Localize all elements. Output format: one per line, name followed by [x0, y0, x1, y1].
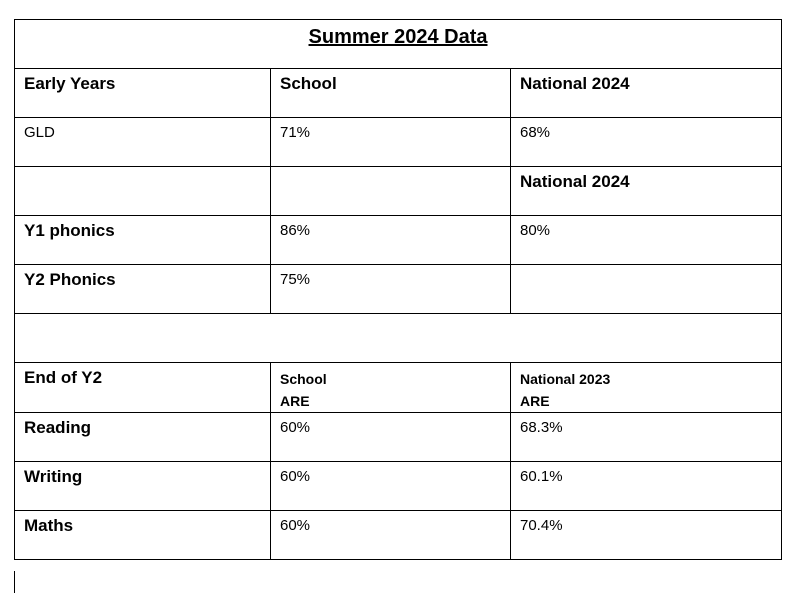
header-cell	[511, 167, 782, 216]
school-value-cell	[271, 413, 511, 462]
national-value: 70.4%	[520, 517, 563, 534]
national-value-cell	[511, 118, 782, 167]
header-cell	[511, 363, 782, 413]
header-cell	[271, 167, 511, 216]
row-label-gld: GLD	[24, 124, 55, 141]
school-value: 60%	[280, 468, 311, 485]
title-row	[15, 20, 782, 69]
school-value-cell	[271, 118, 511, 167]
school-value-cell	[271, 265, 511, 314]
national-value-cell	[511, 216, 782, 265]
header-national-2024-phonics: National 2024	[520, 172, 630, 191]
header-end-of-y2: End of Y2	[24, 368, 103, 387]
row-label-cell	[15, 511, 271, 560]
phonics-header-row	[15, 167, 782, 216]
table-row	[15, 118, 782, 167]
school-value: 86%	[280, 222, 311, 239]
school-value: 71%	[280, 124, 311, 141]
row-label-cell	[15, 413, 271, 462]
school-value: 75%	[280, 271, 311, 288]
table-row	[15, 265, 782, 314]
header-national-2024: National 2024	[520, 74, 630, 93]
national-value-cell	[511, 413, 782, 462]
header-cell	[271, 363, 511, 413]
spacer-row	[15, 314, 782, 363]
header-cell	[511, 69, 782, 118]
header-cell	[15, 69, 271, 118]
table-row	[15, 413, 782, 462]
header-early-years: Early Years	[24, 74, 116, 93]
row-label-maths: Maths	[24, 516, 74, 535]
row-label-y2-phonics: Y2 Phonics	[24, 270, 116, 289]
table-title: Summer 2024 Data	[308, 26, 488, 48]
row-label-cell	[15, 462, 271, 511]
header-national-2023-line1: National 2023	[520, 371, 611, 387]
school-value-cell	[271, 511, 511, 560]
table-row	[15, 462, 782, 511]
header-school-line1: School	[280, 371, 327, 387]
national-value-cell	[511, 511, 782, 560]
table-border-fragment	[14, 571, 15, 593]
row-label-cell	[15, 265, 271, 314]
row-label-y1-phonics: Y1 phonics	[24, 221, 115, 240]
header-school: School	[280, 74, 337, 93]
row-label-writing: Writing	[24, 467, 83, 486]
row-label-cell	[15, 118, 271, 167]
header-school-line2: ARE	[280, 393, 310, 409]
header-cell	[15, 363, 271, 413]
national-value: 68%	[520, 124, 551, 141]
header-cell	[15, 167, 271, 216]
national-value: 60.1%	[520, 468, 563, 485]
summer-data-table	[14, 19, 782, 560]
table-row	[15, 216, 782, 265]
national-value-cell	[511, 265, 782, 314]
school-value: 60%	[280, 517, 311, 534]
school-value: 60%	[280, 419, 311, 436]
row-label-cell	[15, 216, 271, 265]
spacer-cell	[15, 314, 782, 363]
school-value-cell	[271, 216, 511, 265]
national-value: 68.3%	[520, 419, 563, 436]
early-years-header-row	[15, 69, 782, 118]
national-value: 80%	[520, 222, 551, 239]
row-label-reading: Reading	[24, 418, 92, 437]
school-value-cell	[271, 462, 511, 511]
header-national-2023-line2: ARE	[520, 393, 550, 409]
title-cell	[15, 20, 782, 69]
end-of-y2-header-row	[15, 363, 782, 413]
header-cell	[271, 69, 511, 118]
table-row	[15, 511, 782, 560]
national-value-cell	[511, 462, 782, 511]
